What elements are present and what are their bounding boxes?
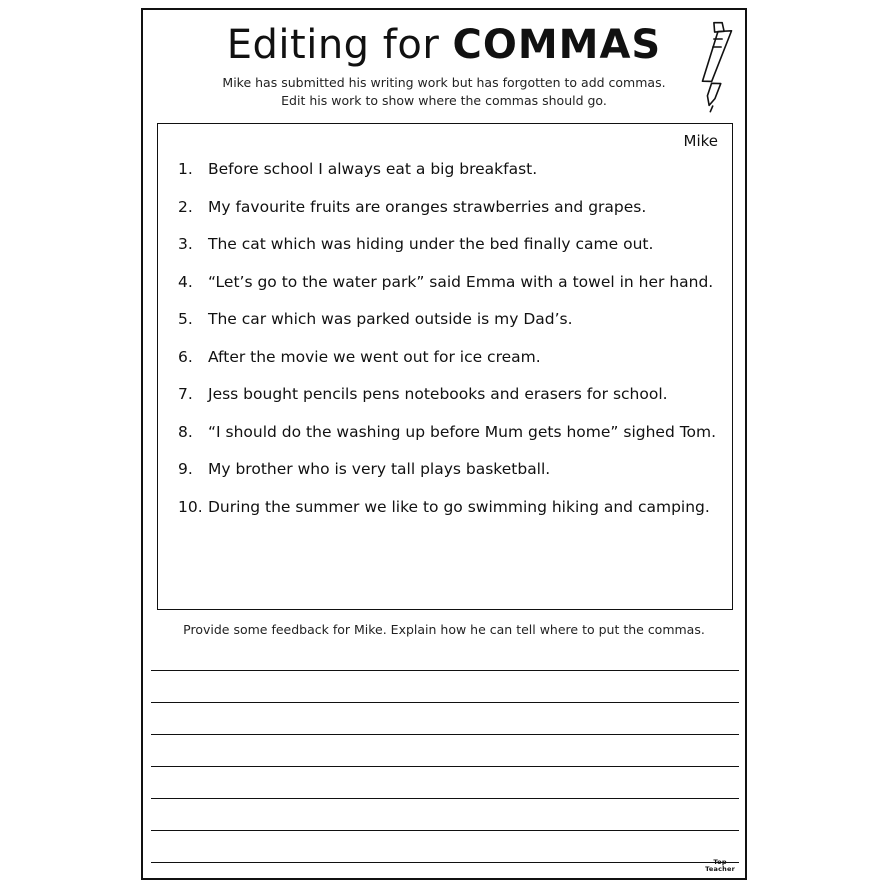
list-item[interactable] — [172, 498, 718, 516]
sentence-text: After the movie we went out for ice cream. — [208, 347, 541, 366]
list-item[interactable] — [172, 385, 718, 403]
instructions — [143, 74, 745, 110]
list-item[interactable] — [172, 348, 718, 366]
sentence-number: 10. — [178, 497, 203, 516]
sentence-number: 4. — [178, 272, 193, 291]
answer-line[interactable] — [151, 799, 739, 831]
title-row — [143, 24, 745, 66]
sentence-text: The car which was parked outside is my Dad’s. — [208, 310, 573, 328]
instructions-line-1: Mike has submitted his writing work but has forgotten to add commas. — [222, 75, 666, 90]
sentence-text: Before school I always eat a big breakfast. — [208, 160, 538, 178]
answer-line[interactable] — [151, 670, 739, 703]
answer-line[interactable] — [151, 703, 739, 735]
pen-icon — [685, 20, 733, 116]
sentence-text: My brother who is very tall plays basketball. — [208, 460, 551, 478]
answer-line[interactable] — [151, 735, 739, 767]
page-title-part1: Editing for — [226, 22, 453, 68]
list-item[interactable] — [172, 310, 718, 328]
list-item[interactable] — [172, 460, 718, 478]
sentence-number: 6. — [178, 347, 193, 366]
sentence-number: 1. — [178, 160, 193, 178]
list-item[interactable] — [172, 160, 718, 178]
instructions-line-2: Edit his work to show where the commas should go. — [281, 93, 607, 109]
sentence-number: 5. — [178, 310, 193, 328]
sentence-text: Jess bought pencils pens notebooks and erasers for school. — [208, 385, 668, 403]
sentence-text: My favourite fruits are oranges strawberries and grapes. — [208, 197, 647, 216]
list-item[interactable] — [172, 273, 718, 291]
sentence-text: “Let’s go to the water park” said Emma with a towel in her hand. — [208, 272, 714, 291]
logo-line-2: Teacher — [705, 864, 735, 873]
page-title-part2: COMMAS — [452, 22, 662, 68]
answer-line[interactable] — [151, 767, 739, 799]
sentence-text: During the summer we like to go swimming hiking and camping. — [208, 497, 710, 516]
sentence-text: “I should do the washing up before Mum gets home” sighed Tom. — [208, 422, 717, 441]
worksheet-page — [141, 8, 747, 880]
logo-line-1: Top — [713, 858, 727, 866]
sentence-number: 8. — [178, 422, 193, 441]
student-name: Mike — [683, 132, 718, 150]
answer-lines[interactable] — [151, 670, 739, 863]
top-teacher-logo — [705, 859, 735, 872]
page-title — [143, 24, 745, 66]
answer-line[interactable] — [151, 831, 739, 863]
student-work-box — [157, 123, 733, 610]
feedback-prompt: Provide some feedback for Mike. Explain how he can tell where to put the commas. — [183, 622, 705, 637]
sentence-number: 7. — [178, 385, 193, 403]
sentence-number: 2. — [178, 197, 193, 216]
list-item[interactable] — [172, 198, 718, 216]
sentence-number: 3. — [178, 235, 193, 253]
list-item[interactable] — [172, 423, 718, 441]
sentence-number: 9. — [178, 460, 193, 478]
sentence-text: The cat which was hiding under the bed finally came out. — [208, 235, 654, 253]
sentence-list — [158, 160, 732, 516]
list-item[interactable] — [172, 235, 718, 253]
